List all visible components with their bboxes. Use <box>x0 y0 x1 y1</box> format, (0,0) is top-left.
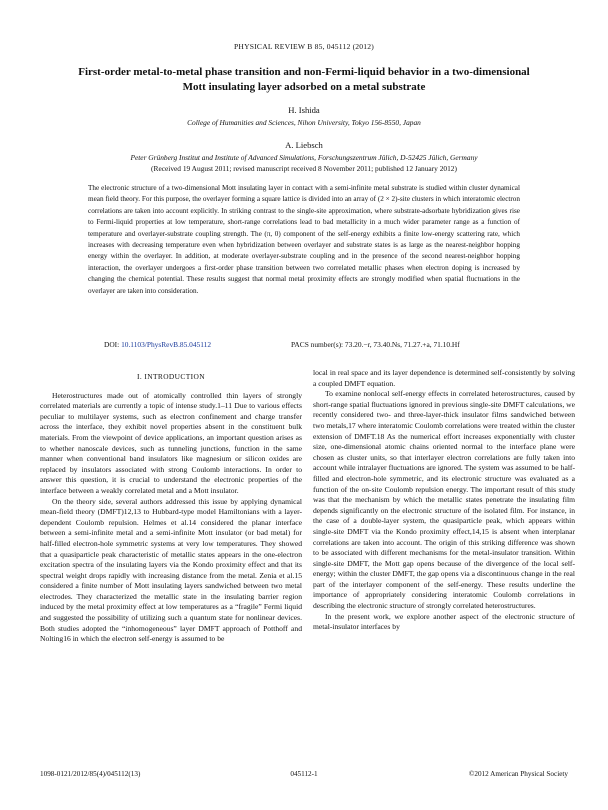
affiliation-1: College of Humanities and Sciences, Nihon University, Tokyo 156-8550, Japan <box>187 118 421 127</box>
journal-header: PHYSICAL REVIEW B 85, 045112 (2012) <box>233 42 375 51</box>
abstract: The electronic structure of a two-dimensional Mott insulating layer in contact with a semi-infinite metal substrate is studied within cluster dynamical mean field theory. For this purpose, the overlayer forming a square lattice is divided into an array of (2 × 2)-site clusters in which interatomic electron correlations are taken into account explicitly. In striking contrast to the single-site approximation, where substrate-adsorbate hybridization gives rise to Fermi-liquid properties at low temperature, short-range correlations lead to bad metallicity in a much wider parameter range as a function of temperature and overlayer-substrate coupling strength. The (π, 0) component of the self-energy exhibits a finite low-energy scattering rate, which increases with decreasing temperature even when hybridization between overlayer and substrate states is as large as the nearest-neighbor hopping energy within the overlayer. In addition, at moderate overlayer-substrate coupling and in the presence of the second nearest-neighbor hopping interaction, the overlayer undergoes a first-order phase transition between two correlated metallic phases when electron doping is increased by changing the chemical potential. These results suggest that normal metal proximity effects are strongly modified when spatial fluctuations in the overlayer are taken into consideration. <box>88 184 520 295</box>
author-2: A. Liebsch <box>285 140 323 150</box>
paragraph: On the theory side, several authors addressed this issue by applying dynamical mean-field theory (DMFT)12,13 to Hubbard-type model Hamiltonians with a layer-dependent Coulomb repulsion. Helmes et al.14 considered the planar interface between a semi-infinite metal and a semi-infinite Mott insulator (or bad metal) for half-filled electron-hole symmetric systems at very low temperatures. They showed that a quasiparticle peak characteristic of metallic states appears in the one-electron excitation spectra of the insulating layers via the Kondo proximity effect and that its spectral weight drops rapidly with increasing distance from the metal. Zenia et al.15 considered a finite number of Mott insulating layers sandwiched between two metal electrodes. They characterized the metallic state in the insulating barrier region induced by the metal proximity effect at low temperatures as a “fragile” Fermi liquid and suggested the possibility of utilizing such a quantum state for nonlinear devices. Both studies adopted the “inhomogeneous” layer DMFT approach of Potthoff and Nolting16 in which the electron self-energy is assumed to be <box>40 496 302 644</box>
title-line-1: First-order metal-to-metal phase transition and non-Fermi-liquid behavior in a two-dimensional <box>78 66 530 78</box>
right-column <box>313 368 575 633</box>
author-1: H. Ishida <box>288 105 320 115</box>
paragraph: To examine nonlocal self-energy effects in correlated heterostructures, caused by short-range spatial fluctuations ignored in previous single-site DMFT calculations, we recently considered two- and three-layer-thick insulator films sandwiched between two metals,17 where interatomic Coulomb correlations were treated within the cluster extension of DMFT.18 As the numerical effort increases exponentially with cluster size, one-dimensional atomic chains oriented normal to the interface plane were chosen as cluster units, so that interlayer electron correlations are fully taken into account while intralayer fluctuations are ignored. The system was assumed to be half-filled and electron-hole symmetric, and its electronic structure was evaluated as a function of the on-site Coulomb repulsion energy. The important result of this study was that the mechanism by which the metallic states penetrate the insulating film depends significantly on the electronic structure of the isolated film. For instance, in the case of a double-layer system, the quasiparticle peak, which appears within single-site DMFT via the Kondo proximity effect,14,15 is absent when interplanar correlations are taken into account. The origin of this striking difference was shown to be associated with different mechanisms for the metal-insulator transition. Within single-site DMFT, the Mott gap opens because of the divergence of the local self-energy; within the cluster DMFT, the gap opens via a discontinuous change in the real part of the interlayer component of the self-energy. These results underline the importance of appropriately considering interatomic Coulomb correlations in describing the electronic structure of strongly correlated heterostructures. <box>313 389 575 611</box>
footer-issn: 1098-0121/2012/85(4)/045112(13) <box>40 770 141 778</box>
page-footer <box>40 770 568 778</box>
received-dates: (Received 19 August 2011; revised manuscript received 8 November 2011; published 12 January 2012) <box>151 164 457 173</box>
paragraph: Heterostructures made out of atomically controlled thin layers of strongly correlated materials are currently a topic of intense study.1–11 Due to various effects peculiar to multilayer systems, such as electron confinement and charge transfer across the interface, they exhibit novel properties absent in the constituent bulk materials. From the viewpoint of device applications, an important question arises as to whether nanoscale devices, such as tunneling junctions, function in the same manner when conventional band insulators like magnesium or silicon oxides are replaced by insulators associated with strong Coulomb interactions. In order to answer this question, it is crucial to understand the electronic properties of the interface between a weakly correlated metal and a Mott insulator. <box>40 390 302 495</box>
doi-label: DOI: <box>104 340 120 349</box>
paper-title <box>40 65 568 95</box>
left-column <box>40 368 302 645</box>
section-heading: I. INTRODUCTION <box>137 372 205 381</box>
title-line-2: Mott insulating layer adsorbed on a metal substrate <box>182 81 426 93</box>
pacs-numbers: PACS number(s): 73.20.−r, 73.40.Ns, 71.27.+a, 71.10.Hf <box>291 340 460 349</box>
paragraph: local in real space and its layer dependence is determined self-consistently by solving a coupled DMFT equation. <box>313 368 575 388</box>
paragraph: In the present work, we explore another aspect of the electronic structure of metal-insulator interfaces by <box>313 611 575 632</box>
footer-copyright: ©2012 American Physical Society <box>468 770 568 778</box>
affiliation-2: Peter Grünberg Institut and Institute of Advanced Simulations, Forschungszentrum Jülich, D-52425 Jülich, Germany <box>130 153 478 162</box>
footer-page-number: 045112-1 <box>290 770 318 778</box>
doi-line <box>104 340 520 349</box>
doi-link[interactable]: 10.1103/PhysRevB.85.045112 <box>121 340 212 349</box>
